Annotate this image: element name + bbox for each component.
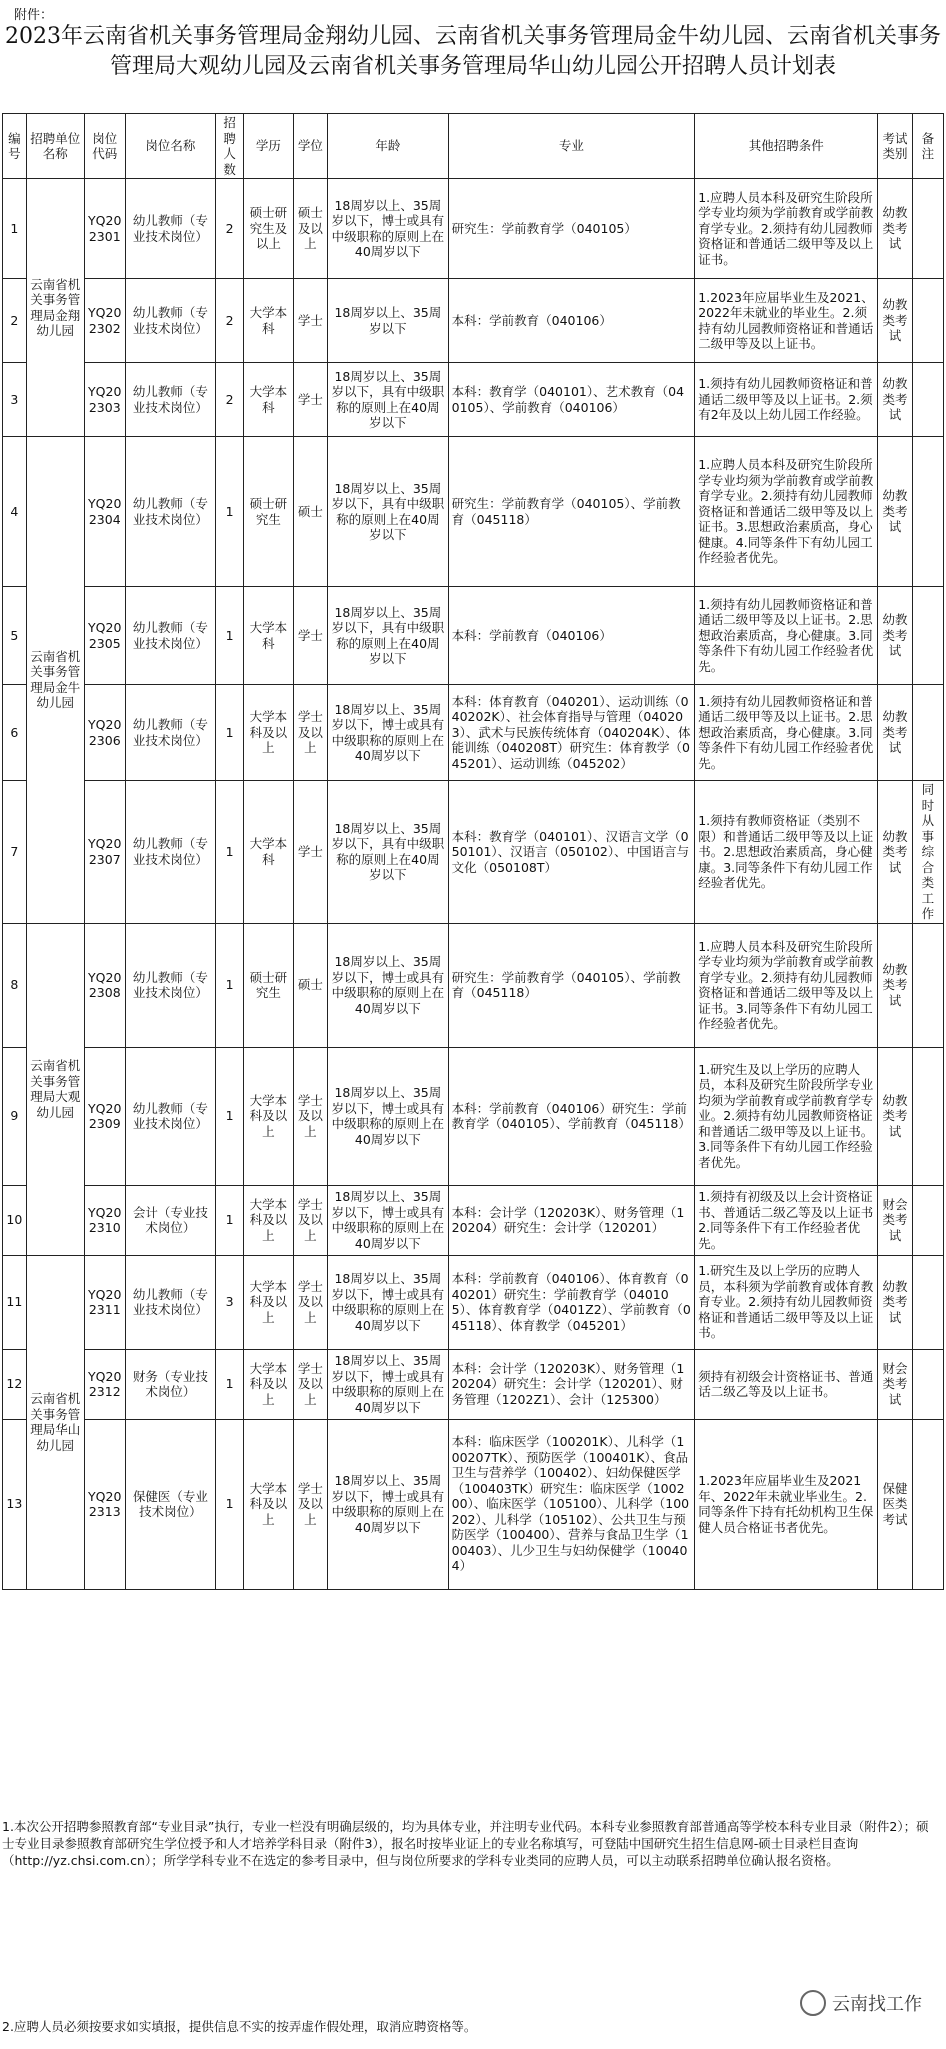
page-title: 2023年云南省机关事务管理局金翔幼儿园、云南省机关事务管理局金牛幼儿园、云南省机关事务管理局大观幼儿园及云南省机关事务管理局华山幼儿园公开招聘人员计划表 xyxy=(5,24,941,79)
cell-cond: 1.应聘人员本科及研究生阶段所学专业均须为学前教育或学前教育学专业。2.须持有幼儿园教师资格证和普通话二级甲等及以上证书。3.同等条件下有幼儿园工作经验者优先。 xyxy=(695,923,878,1047)
cell-edu: 大学本科 xyxy=(244,363,294,437)
cell-post: 保健医（专业技术岗位） xyxy=(125,1419,215,1589)
cell-no: 5 xyxy=(3,587,27,685)
cell-age: 18周岁以上、35周岁以下，博士或具有中级职称的原则上在40周岁以下 xyxy=(328,1255,449,1349)
cell-count: 1 xyxy=(216,587,244,685)
cell-exam: 幼教类考试 xyxy=(878,923,912,1047)
cell-code: YQ202306 xyxy=(84,685,125,781)
cell-code: YQ202309 xyxy=(84,1047,125,1185)
cell-count: 1 xyxy=(216,685,244,781)
header-cell: 招聘人数 xyxy=(216,114,244,179)
cell-note xyxy=(912,1419,943,1589)
cell-post: 幼儿教师（专业技术岗位） xyxy=(125,781,215,924)
cell-degree: 学士 xyxy=(293,363,327,437)
header-cell: 学历 xyxy=(244,114,294,179)
unit-name-cell: 云南省机关事务管理局金翔幼儿园 xyxy=(26,179,84,437)
cell-code: YQ202311 xyxy=(84,1255,125,1349)
cell-no: 2 xyxy=(3,279,27,363)
cell-no: 8 xyxy=(3,923,27,1047)
cell-edu: 大学本科及以上 xyxy=(244,1047,294,1185)
cell-edu: 大学本科及以上 xyxy=(244,1255,294,1349)
cell-post: 幼儿教师（专业技术岗位） xyxy=(125,363,215,437)
cell-cond: 1.2023年应届毕业生及2021年、2022年未就业毕业生。2.同等条件下持有托幼机构卫生保健人员合格证书者优先。 xyxy=(695,1419,878,1589)
cell-no: 13 xyxy=(3,1419,27,1589)
cell-cond: 1.须持有教师资格证（类别不限）和普通话二级甲等及以上证书。2.思想政治素质高，身心健康。3.同等条件下有幼儿园工作经验者优先。 xyxy=(695,781,878,924)
cell-note xyxy=(912,587,943,685)
cell-note xyxy=(912,1047,943,1185)
header-cell: 岗位名称 xyxy=(125,114,215,179)
cell-exam: 幼教类考试 xyxy=(878,1047,912,1185)
cell-major: 本科：教育学（040101）、汉语言文学（050101）、汉语言（050102）、中国语言与文化（050108T） xyxy=(448,781,695,924)
cell-post: 幼儿教师（专业技术岗位） xyxy=(125,923,215,1047)
cell-code: YQ202305 xyxy=(84,587,125,685)
cell-post: 幼儿教师（专业技术岗位） xyxy=(125,179,215,279)
header-cell: 岗位代码 xyxy=(84,114,125,179)
header-cell: 专业 xyxy=(448,114,695,179)
cell-note xyxy=(912,279,943,363)
cell-note xyxy=(912,437,943,587)
cell-no: 1 xyxy=(3,179,27,279)
unit-name-cell: 云南省机关事务管理局大观幼儿园 xyxy=(26,923,84,1255)
cell-exam: 幼教类考试 xyxy=(878,437,912,587)
cell-major: 本科：会计学（120203K）、财务管理（120204）研究生：会计学（120201）、财务管理（1202Z1）、会计（125300） xyxy=(448,1349,695,1419)
cell-age: 18周岁以上、35周岁以下，具有中级职称的原则上在40周岁以下 xyxy=(328,437,449,587)
cell-post: 幼儿教师（专业技术岗位） xyxy=(125,1047,215,1185)
cell-cond: 1.2023年应届毕业生及2021、2022年未就业的毕业生。2.须持有幼儿园教师资格证和普通话二级甲等及以上证书。 xyxy=(695,279,878,363)
watermark xyxy=(800,1990,922,2016)
table-row xyxy=(3,1419,944,1589)
cell-exam: 财会类考试 xyxy=(878,1185,912,1255)
cell-edu: 大学本科 xyxy=(244,781,294,924)
cell-post: 幼儿教师（专业技术岗位） xyxy=(125,279,215,363)
cell-degree: 学士 xyxy=(293,587,327,685)
cell-age: 18周岁以上、35周岁以下，博士或具有中级职称的原则上在40周岁以下 xyxy=(328,179,449,279)
cell-count: 1 xyxy=(216,781,244,924)
cell-count: 2 xyxy=(216,363,244,437)
cell-post: 幼儿教师（专业技术岗位） xyxy=(125,1255,215,1349)
cell-cond: 1.须持有幼儿园教师资格证和普通话二级甲等及以上证书。2.思想政治素质高，身心健康。3.同等条件下有幼儿园工作经验者优先。 xyxy=(695,685,878,781)
cell-edu: 大学本科及以上 xyxy=(244,685,294,781)
cell-edu: 硕士研究生 xyxy=(244,437,294,587)
cell-code: YQ202304 xyxy=(84,437,125,587)
cell-major: 本科：体育教育（040201）、运动训练（040202K）、社会体育指导与管理（040203）、武术与民族传统体育（040204K）、体能训练（040208T）研究生：体育教学（045201）、运动训练（045202） xyxy=(448,685,695,781)
cell-count: 1 xyxy=(216,437,244,587)
cell-exam: 幼教类考试 xyxy=(878,781,912,924)
cell-major: 本科：学前教育（040106）研究生：学前教育学（040105）、学前教育（045118） xyxy=(448,1047,695,1185)
cell-exam: 幼教类考试 xyxy=(878,685,912,781)
table-row xyxy=(3,179,944,279)
cell-note xyxy=(912,179,943,279)
header-cell: 考试类别 xyxy=(878,114,912,179)
cell-degree: 学士及以上 xyxy=(293,1185,327,1255)
cell-cond: 1.应聘人员本科及研究生阶段所学专业均须为学前教育或学前教育学专业。2.须持有幼儿园教师资格证和普通话二级甲等及以上证书。3.思想政治素质高，身心健康。4.同等条件下有幼儿园工作经验者优先。 xyxy=(695,437,878,587)
cell-cond: 1.须持有幼儿园教师资格证和普通话二级甲等及以上证书。2.思想政治素质高，身心健康。3.同等条件下有幼儿园工作经验者优先。 xyxy=(695,587,878,685)
watermark-text: 云南找工作 xyxy=(832,1994,922,2015)
table-row xyxy=(3,1255,944,1349)
cell-edu: 大学本科 xyxy=(244,587,294,685)
wechat-icon xyxy=(800,1990,826,2016)
header-cell: 其他招聘条件 xyxy=(695,114,878,179)
cell-age: 18周岁以上、35周岁以下，博士或具有中级职称的原则上在40周岁以下 xyxy=(328,685,449,781)
note-1: 1.本次公开招聘参照教育部“专业目录”执行，专业一栏没有明确层级的，均为具体专业，并注明专业代码。本科专业参照教育部普通高等学校本科专业目录（附件2）；硕士专业目录参照教育部研究生学位授予和人才培养学科目录（附件3），报名时按毕业证上的专业名称填写，可登陆中国研究生招生信息网-硕士目录栏目查询（http://yz.chsi.com.cn）；所学学科专业不在选定的参考目录中，但与岗位所要求的学科专业类同的应聘人员，可以主动联系招聘单位确认报名资格。 xyxy=(2,1819,929,1868)
cell-age: 18周岁以上、35周岁以下，博士或具有中级职称的原则上在40周岁以下 xyxy=(328,923,449,1047)
cell-count: 3 xyxy=(216,1255,244,1349)
cell-code: YQ202302 xyxy=(84,279,125,363)
cell-no: 12 xyxy=(3,1349,27,1419)
cell-edu: 大学本科及以上 xyxy=(244,1185,294,1255)
cell-code: YQ202312 xyxy=(84,1349,125,1419)
cell-no: 7 xyxy=(3,781,27,924)
cell-count: 1 xyxy=(216,1185,244,1255)
cell-age: 18周岁以上、35周岁以下，具有中级职称的原则上在40周岁以下 xyxy=(328,781,449,924)
cell-exam: 保健医类考试 xyxy=(878,1419,912,1589)
cell-note xyxy=(912,1349,943,1419)
cell-note xyxy=(912,1255,943,1349)
cell-cond: 1.须持有初级及以上会计资格证书、普通话二级乙等及以上证书2.同等条件下有工作经验者优先。 xyxy=(695,1185,878,1255)
cell-cond: 1.须持有幼儿园教师资格证和普通话二级甲等及以上证书。2.须有2年及以上幼儿园工作经验。 xyxy=(695,363,878,437)
cell-edu: 硕士研究生及以上 xyxy=(244,179,294,279)
cell-code: YQ202308 xyxy=(84,923,125,1047)
cell-degree: 硕士 xyxy=(293,923,327,1047)
cell-age: 18周岁以上、35周岁以下，具有中级职称的原则上在40周岁以下 xyxy=(328,587,449,685)
cell-age: 18周岁以上、35周岁以下 xyxy=(328,279,449,363)
cell-degree: 硕士 xyxy=(293,437,327,587)
cell-major: 研究生：学前教育学（040105）、学前教育（045118） xyxy=(448,923,695,1047)
cell-exam: 幼教类考试 xyxy=(878,363,912,437)
cell-edu: 大学本科及以上 xyxy=(244,1419,294,1589)
cell-no: 3 xyxy=(3,363,27,437)
cell-code: YQ202303 xyxy=(84,363,125,437)
cell-degree: 学士及以上 xyxy=(293,1255,327,1349)
cell-age: 18周岁以上、35周岁以下，博士或具有中级职称的原则上在40周岁以下 xyxy=(328,1419,449,1589)
cell-age: 18周岁以上、35周岁以下，具有中级职称的原则上在40周岁以下 xyxy=(328,363,449,437)
cell-post: 会计（专业技术岗位） xyxy=(125,1185,215,1255)
table-row xyxy=(3,587,944,685)
cell-exam: 财会类考试 xyxy=(878,1349,912,1419)
cell-count: 2 xyxy=(216,179,244,279)
cell-note xyxy=(912,363,943,437)
table-row xyxy=(3,1047,944,1185)
cell-note xyxy=(912,923,943,1047)
cell-edu: 大学本科 xyxy=(244,279,294,363)
cell-age: 18周岁以上、35周岁以下，博士或具有中级职称的原则上在40周岁以下 xyxy=(328,1185,449,1255)
cell-count: 1 xyxy=(216,923,244,1047)
cell-note xyxy=(912,1185,943,1255)
cell-cond: 须持有初级会计资格证书、普通话二级乙等及以上证书。 xyxy=(695,1349,878,1419)
cell-edu: 硕士研究生 xyxy=(244,923,294,1047)
cell-post: 财务（专业技术岗位） xyxy=(125,1349,215,1419)
table-row xyxy=(3,923,944,1047)
table-row xyxy=(3,437,944,587)
cell-degree: 硕士及以上 xyxy=(293,179,327,279)
cell-no: 9 xyxy=(3,1047,27,1185)
cell-no: 10 xyxy=(3,1185,27,1255)
header-cell: 年龄 xyxy=(328,114,449,179)
cell-post: 幼儿教师（专业技术岗位） xyxy=(125,587,215,685)
table-row xyxy=(3,363,944,437)
cell-no: 11 xyxy=(3,1255,27,1349)
cell-major: 本科：学前教育（040106）、体育教育（040201）研究生：学前教育学（040105）、体育教育学（0401Z2）、学前教育（045118）、体育教学（045201） xyxy=(448,1255,695,1349)
cell-age: 18周岁以上、35周岁以下，博士或具有中级职称的原则上在40周岁以下 xyxy=(328,1349,449,1419)
cell-code: YQ202310 xyxy=(84,1185,125,1255)
cell-degree: 学士及以上 xyxy=(293,1047,327,1185)
cell-count: 1 xyxy=(216,1047,244,1185)
cell-note xyxy=(912,685,943,781)
cell-no: 6 xyxy=(3,685,27,781)
cell-degree: 学士及以上 xyxy=(293,1349,327,1419)
cell-cond: 1.研究生及以上学历的应聘人员，本科须为学前教育或体育教育专业。2.须持有幼儿园教师资格证和普通话二级甲等及以上证书。 xyxy=(695,1255,878,1349)
cell-exam: 幼教类考试 xyxy=(878,179,912,279)
table-row xyxy=(3,1349,944,1419)
cell-code: YQ202301 xyxy=(84,179,125,279)
recruitment-table xyxy=(2,113,944,1590)
cell-major: 本科：会计学（120203K）、财务管理（120204）研究生：会计学（120201） xyxy=(448,1185,695,1255)
cell-post: 幼儿教师（专业技术岗位） xyxy=(125,685,215,781)
cell-no: 4 xyxy=(3,437,27,587)
cell-count: 2 xyxy=(216,279,244,363)
header-cell: 备注 xyxy=(912,114,943,179)
cell-exam: 幼教类考试 xyxy=(878,279,912,363)
table-row xyxy=(3,685,944,781)
cell-note: 同时从事综合类工作 xyxy=(912,781,943,924)
table-row xyxy=(3,781,944,924)
table-row xyxy=(3,279,944,363)
cell-age: 18周岁以上、35周岁以下，博士或具有中级职称的原则上在40周岁以下 xyxy=(328,1047,449,1185)
unit-name-cell: 云南省机关事务管理局华山幼儿园 xyxy=(26,1255,84,1589)
cell-major: 本科：教育学（040101）、艺术教育（040105）、学前教育（040106） xyxy=(448,363,695,437)
table-header-row xyxy=(3,114,944,179)
cell-code: YQ202313 xyxy=(84,1419,125,1589)
cell-cond: 1.应聘人员本科及研究生阶段所学专业均须为学前教育或学前教育学专业。2.须持有幼儿园教师资格证和普通话二级甲等及以上证书。 xyxy=(695,179,878,279)
cell-major: 研究生：学前教育学（040105） xyxy=(448,179,695,279)
cell-major: 本科：临床医学（100201K）、儿科学（100207TK）、预防医学（100401K）、食品卫生与营养学（100402）、妇幼保健医学（100403TK）研究生：临床医学（100200）、临床医学（105100）、儿科学（100202）、儿科学（105102）、公共卫生与预防医学（100400）、营养与食品卫生学（100403）、儿少卫生与妇幼保健学（100404） xyxy=(448,1419,695,1589)
cell-degree: 学士 xyxy=(293,279,327,363)
cell-edu: 大学本科及以上 xyxy=(244,1349,294,1419)
cell-major: 研究生：学前教育学（040105）、学前教育（045118） xyxy=(448,437,695,587)
header-cell: 编号 xyxy=(3,114,27,179)
cell-exam: 幼教类考试 xyxy=(878,1255,912,1349)
cell-degree: 学士 xyxy=(293,781,327,924)
unit-name-cell: 云南省机关事务管理局金牛幼儿园 xyxy=(26,437,84,924)
cell-exam: 幼教类考试 xyxy=(878,587,912,685)
cell-major: 本科：学前教育（040106） xyxy=(448,279,695,363)
cell-code: YQ202307 xyxy=(84,781,125,924)
header-cell: 学位 xyxy=(293,114,327,179)
cell-degree: 学士及以上 xyxy=(293,1419,327,1589)
cell-cond: 1.研究生及以上学历的应聘人员，本科及研究生阶段所学专业均须为学前教育或学前教育学专业。2.须持有幼儿园教师资格证和普通话二级甲等及以上证书。3.同等条件下有幼儿园工作经验者优先。 xyxy=(695,1047,878,1185)
cell-major: 本科：学前教育（040106） xyxy=(448,587,695,685)
table-row xyxy=(3,1185,944,1255)
cell-count: 1 xyxy=(216,1419,244,1589)
header-cell: 招聘单位名称 xyxy=(26,114,84,179)
cell-post: 幼儿教师（专业技术岗位） xyxy=(125,437,215,587)
cell-count: 1 xyxy=(216,1349,244,1419)
attachment-label: 附件： xyxy=(14,8,54,23)
cell-degree: 学士及以上 xyxy=(293,685,327,781)
note-2: 2.应聘人员必须按要求如实填报，提供信息不实的按弄虚作假处理，取消应聘资格等。 xyxy=(2,2019,477,2034)
